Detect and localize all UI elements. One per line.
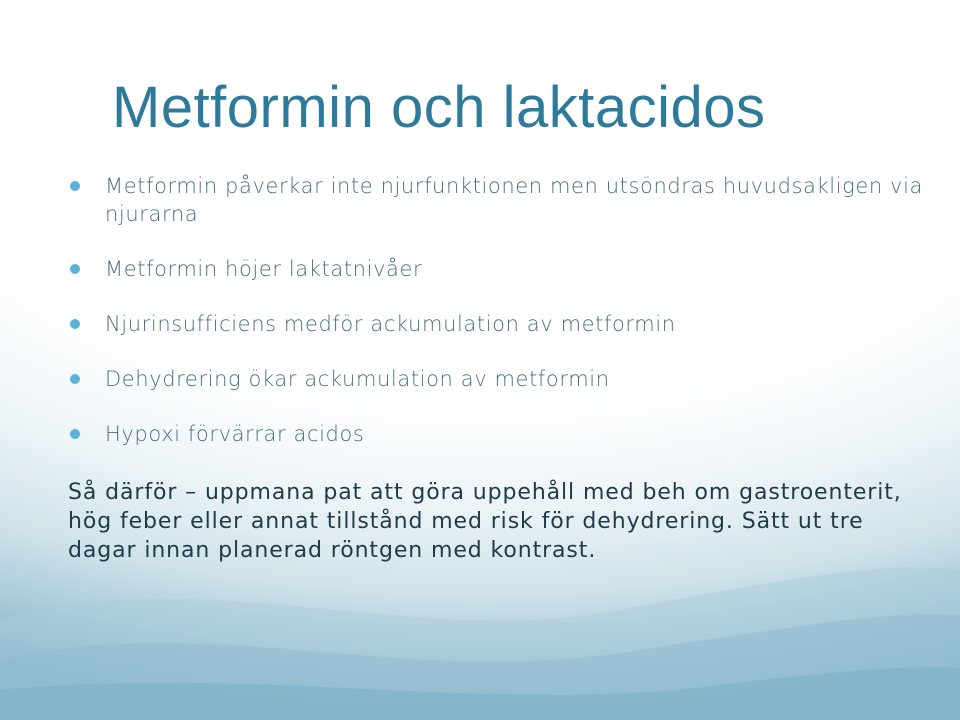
- bullet-text: Dehydrering ökar ackumulation av metformin: [105, 367, 610, 391]
- bullet-icon: [70, 374, 80, 384]
- list-item: [70, 365, 930, 393]
- bullet-text: Hypoxi förvärrar acidos: [105, 422, 365, 446]
- slide-title: Metformin och laktacidos: [112, 75, 766, 140]
- summary-note: Så därför – uppmana pat att göra uppehåll med beh om gastroenterit, hög feber eller annat tillstånd med risk för dehydrering. Sätt ut tre dagar innan planerad röntgen med kontrast.: [68, 480, 902, 563]
- list-item: [70, 255, 930, 283]
- bullet-text: Njurinsufficiens medför ackumulation av metformin: [105, 312, 676, 336]
- bullet-icon: [70, 319, 80, 329]
- bullet-icon: [70, 181, 80, 191]
- bullet-icon: [70, 429, 80, 439]
- bullet-text: Metformin höjer laktatnivåer: [105, 257, 423, 281]
- bullet-icon: [70, 264, 80, 274]
- bullet-list: [70, 172, 930, 475]
- list-item: [70, 310, 930, 338]
- bullet-text: Metformin påverkar inte njurfunktionen men utsöndras huvudsakligen via njurarna: [105, 174, 923, 226]
- list-item: [70, 172, 930, 228]
- list-item: [70, 420, 930, 448]
